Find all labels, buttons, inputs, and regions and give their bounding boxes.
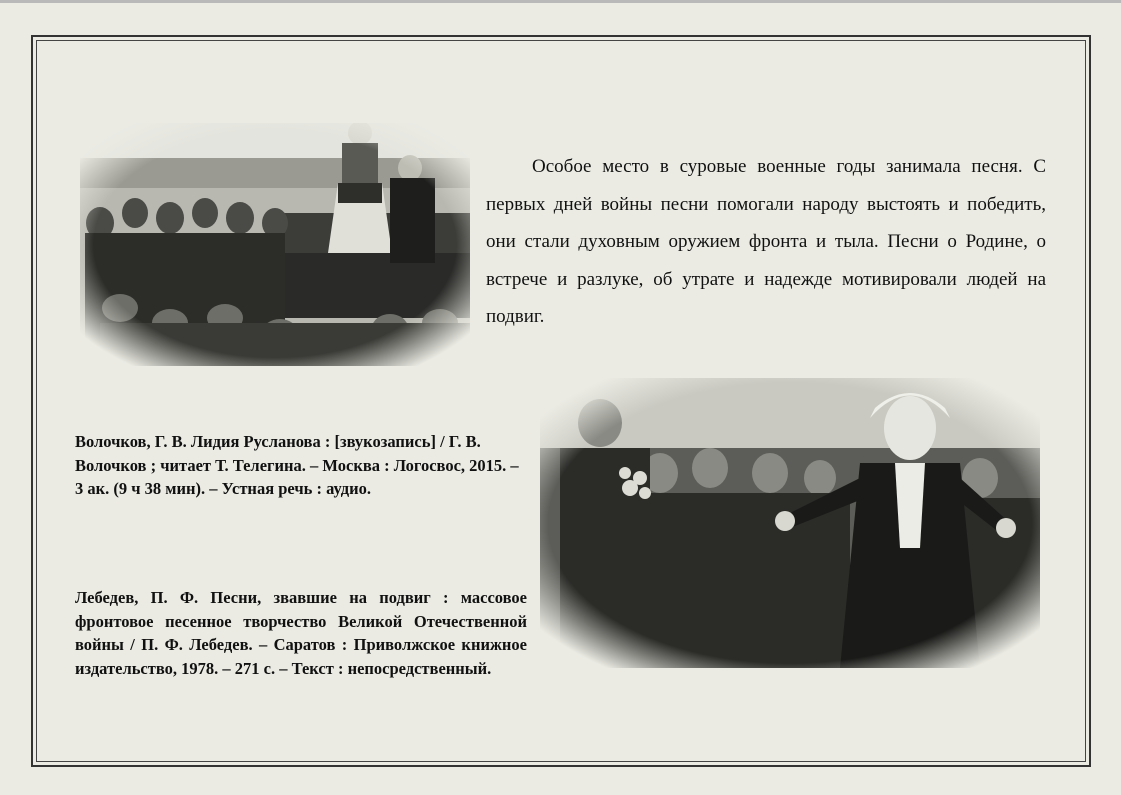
main-paragraph: Особое место в суровые военные годы занимала песня. С первых дней войны песни помогали народу выстоять и победить, они стали духовным оружием фронта и тыла. Песни о Родине, о встрече и разлуке, об утрате и надежде мотивировали людей на подвиг. — [486, 156, 1046, 327]
reference-volochkov: Волочков, Г. В. Лидия Русланова : [звукозапись] / Г. В. Волочков ; читает Т. Телегина. – Москва : Логосвос, 2015. – 3 ак. (9 ч 38 мин). – Устная речь : аудио. — [75, 432, 519, 498]
reference-lebedev: Лебедев, П. Ф. Песни, звавшие на подвиг : массовое фронтовое песенное творчество Великой Отечественной войны / П. Ф. Лебедев. – Саратов : Приволжское книжное издательство, 1978. – 271 с. – Текст : непосредственный. — [75, 588, 527, 678]
photo-singer-with-soldiers — [540, 378, 1040, 668]
photo-concert-on-truck — [80, 123, 470, 366]
top-border-line — [0, 0, 1121, 3]
